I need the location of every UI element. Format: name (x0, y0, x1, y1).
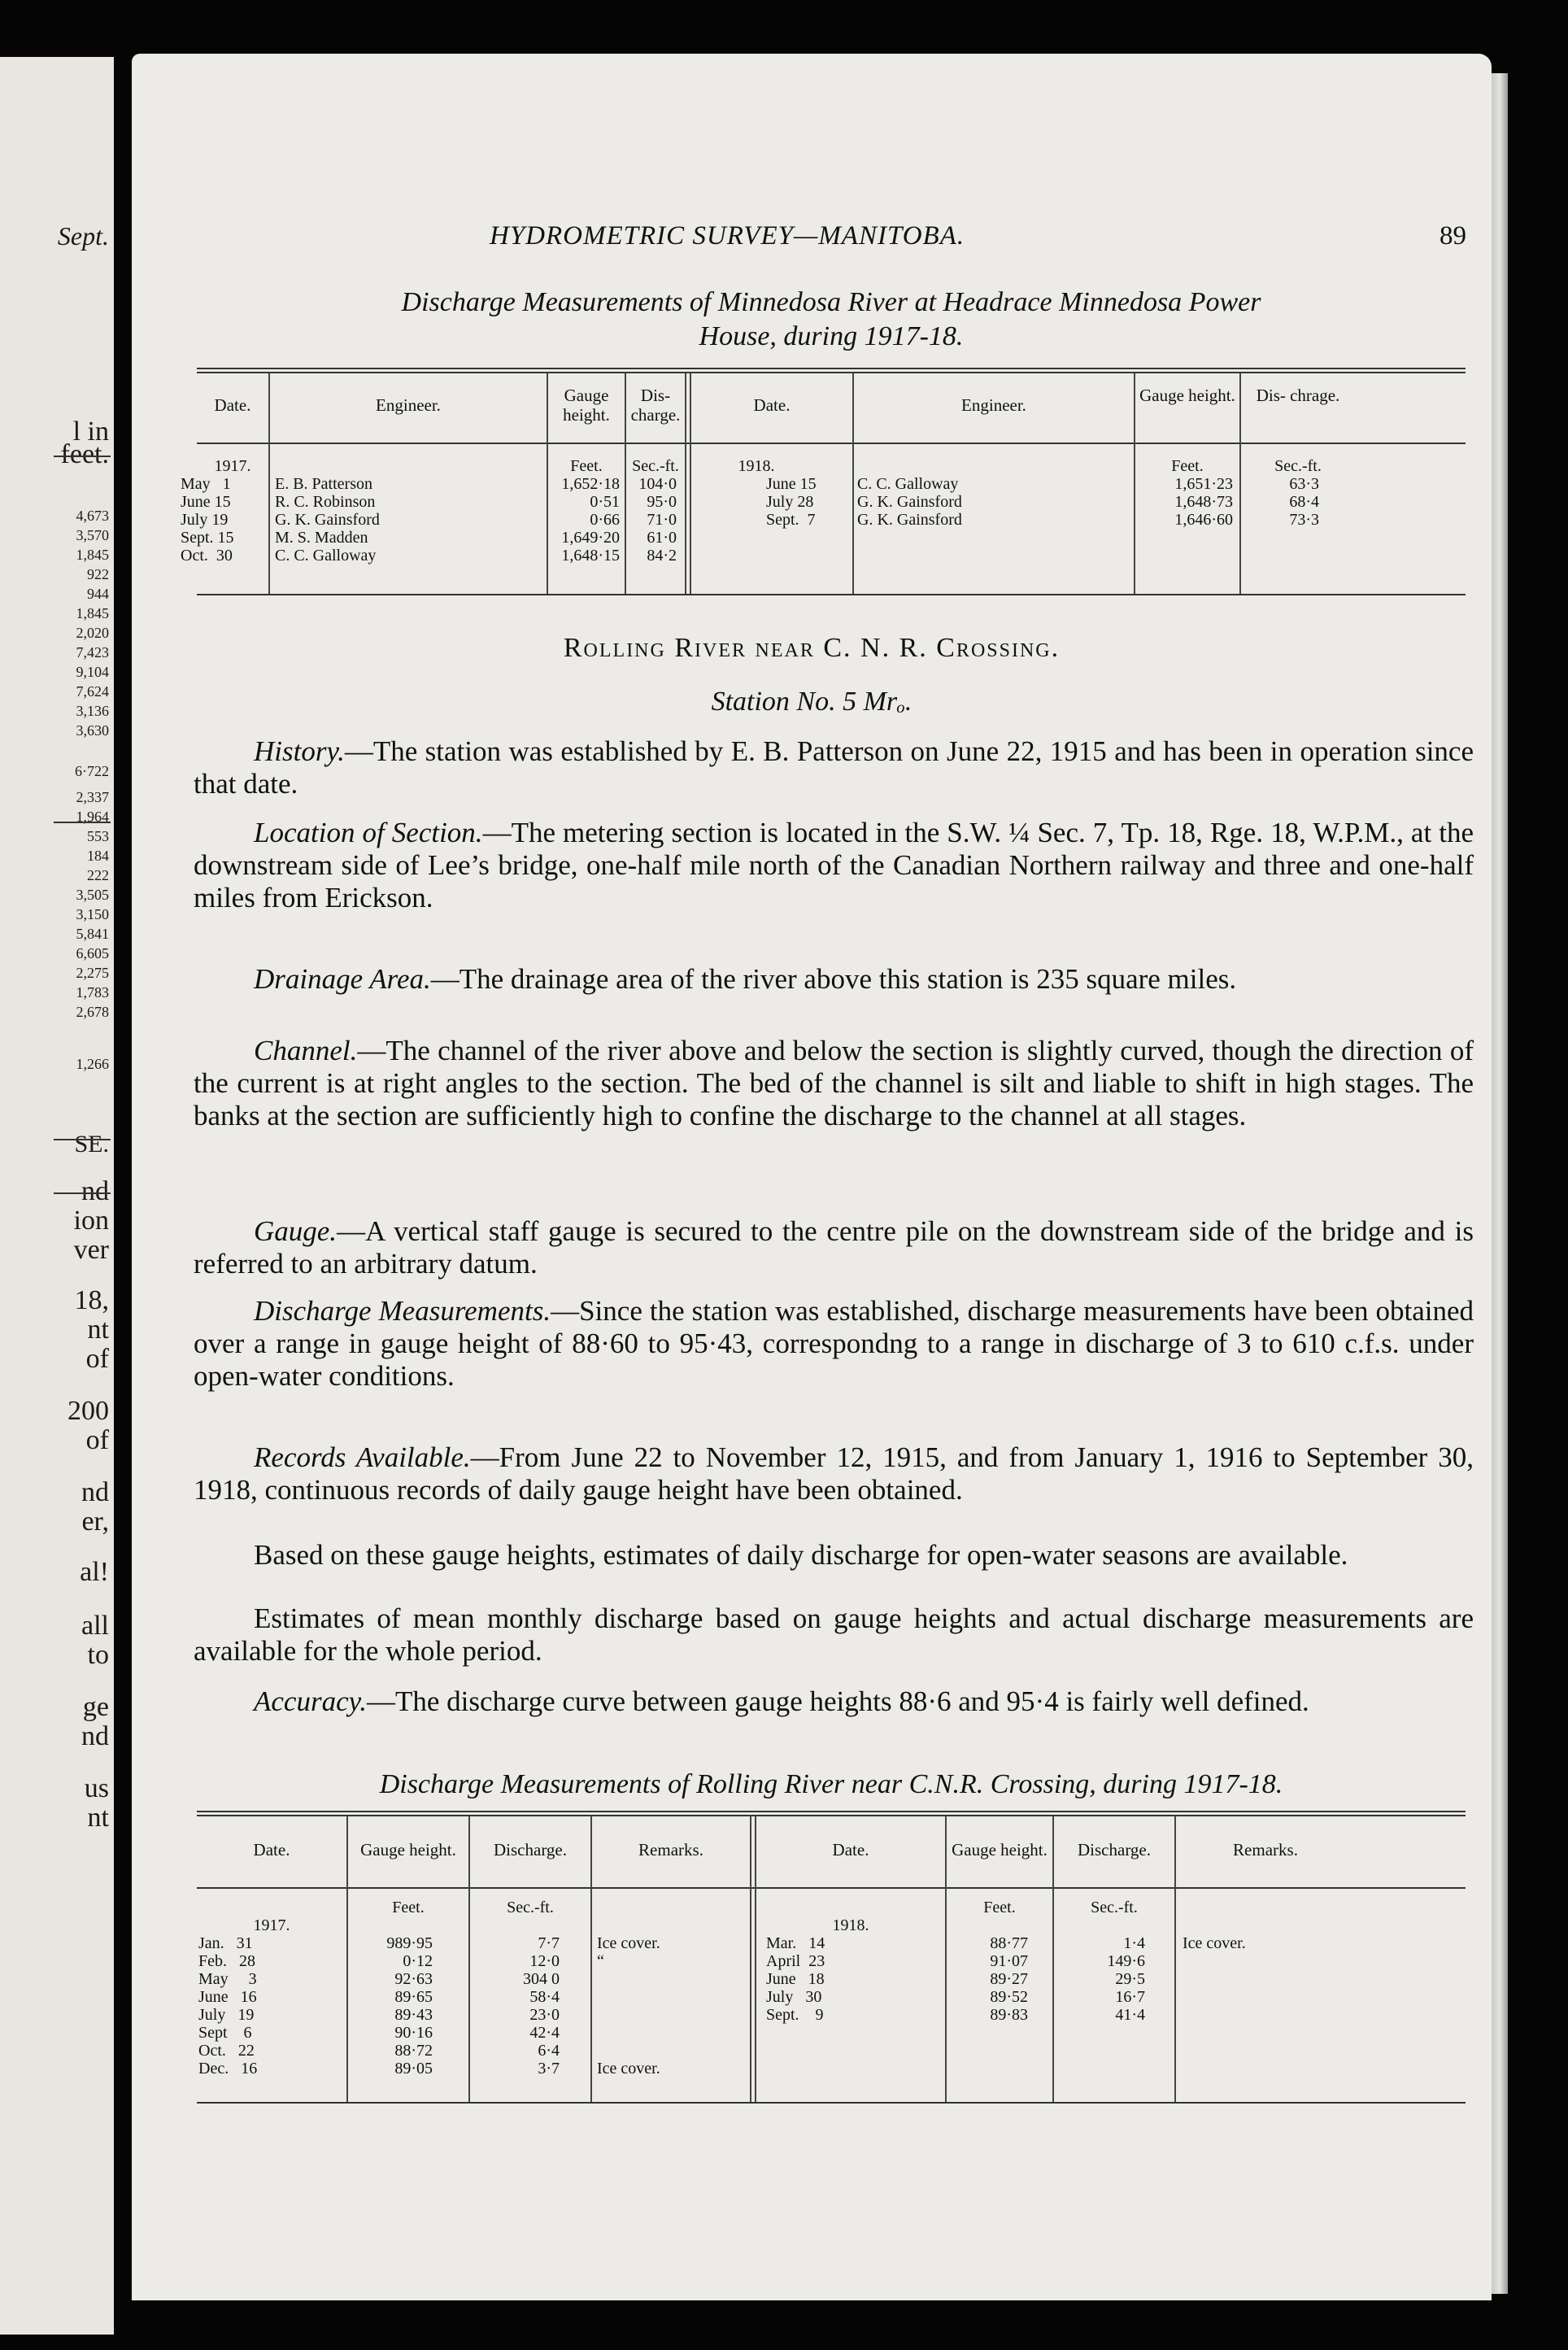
margin-fragment: Sept. (57, 221, 109, 251)
margin-fragment: 3,630 (76, 722, 109, 739)
margin-fragment: of (85, 1425, 109, 1455)
t2-left-remarks: Ice cover. “ Ice cover. (597, 1934, 660, 2078)
t1-header-discharge: Dis- charge. (630, 386, 681, 425)
t2-right-dates: Mar. 14 April 23 June 18 July 30 Sept. 9 (766, 1934, 825, 2024)
margin-fragment: 1,266 (76, 1056, 109, 1072)
margin-fragment: er, (81, 1506, 109, 1537)
t2-header-gauge2: Gauge height. (952, 1840, 1048, 1860)
section-title: Rolling River near C. N. R. Crossing. (563, 633, 1061, 663)
margin-fragment: nt (87, 1315, 109, 1345)
margin-fragment: of (85, 1344, 109, 1374)
t2-unit-discharge2: Sec.-ft. (1091, 1899, 1138, 1916)
t2-header-discharge2: Discharge. (1078, 1840, 1151, 1860)
t2-header-remarks: Remarks. (638, 1840, 703, 1860)
margin-fragment: 3,150 (76, 906, 109, 922)
t2-left-discharge: 7·7 12·0 304 0 58·4 23·0 42·4 6·4 3·7 (523, 1934, 560, 2078)
margin-fragment: 3,136 (76, 703, 109, 719)
margin-fragment: 200 (68, 1396, 109, 1426)
para-records: Records Available.—From June 22 to November 12, 1915, and from January 1, 1916 to September 30, 1918, continuous records of daily gauge height have been obtained. (194, 1441, 1474, 1506)
margin-fragment: SE. (74, 1131, 109, 1158)
t1-left-year: 1917. (214, 457, 251, 475)
t2-header-gauge: Gauge height. (360, 1840, 456, 1860)
t2-header-date: Date. (253, 1840, 290, 1860)
margin-fragment: 2,275 (76, 965, 109, 981)
t2-left-year: 1917. (253, 1916, 290, 1934)
margin-fragment: feet. (60, 439, 109, 469)
margin-fragment: 4,673 (76, 508, 109, 524)
margin-fragment: nd (81, 1721, 109, 1751)
margin-fragment: ion (73, 1206, 109, 1236)
margin-fragment: 1,783 (76, 984, 109, 1001)
t2-right-discharge: 1·4 149·6 29·5 16·7 41·4 (1107, 1934, 1145, 2024)
t2-right-gauge: 88·77 91·07 89·27 89·52 89·83 (990, 1934, 1028, 2024)
table2-title: Discharge Measurements of Rolling River near C.N.R. Crossing, during 1917-18. (379, 1769, 1283, 1799)
t2-unit-gauge2: Feet. (983, 1899, 1016, 1916)
margin-fragment: 7,624 (76, 683, 109, 700)
para-gauge: Gauge.—A vertical staff gauge is secured to the centre pile on the downstream side of the bridge and is referred to an arbitrary datum. (194, 1215, 1474, 1280)
para-location: Location of Section.—The metering section is located in the S.W. ¼ Sec. 7, Tp. 18, Rge. 18, W.P.M., at the downstream side of Lee’s bridge, one-half mile north of the Canadian Northern railway and three and one-half miles from Erickson. (194, 817, 1474, 913)
margin-fragment: nt (87, 1803, 109, 1833)
margin-fragment: 2,020 (76, 625, 109, 641)
t1-header-engineer2: Engineer. (961, 395, 1026, 415)
t1-header-date: Date. (214, 395, 251, 415)
t1-left-dates: May 1 June 15 July 19 Sept. 15 Oct. 30 (181, 475, 234, 565)
margin-fragment: al! (80, 1557, 109, 1587)
margin-fragment: 553 (87, 828, 109, 844)
margin-rule (54, 1192, 111, 1194)
para-discharge-measurements: Discharge Measurements.—Since the station was established, discharge measurements have been obtained over a range in gauge height of 88·60 to 95·43, correspondng to a range in discharge of 3 to 610 c.f.s. under open-water conditions. (194, 1295, 1474, 1392)
t1-header-discharge2: Dis- chrage. (1256, 386, 1340, 405)
margin-fragment: 2,678 (76, 1004, 109, 1020)
margin-fragment: 1,845 (76, 605, 109, 621)
t2-left-gauge: 989·95 0·12 92·63 89·65 89·43 90·16 88·72 89·05 (386, 1934, 433, 2078)
t2-header-discharge: Discharge. (494, 1840, 567, 1860)
margin-fragment: 3,505 (76, 887, 109, 903)
t1-right-year: 1918. (738, 457, 775, 475)
t1-right-dates: June 15 July 28 Sept. 7 (766, 475, 817, 529)
page-number: 89 (1440, 221, 1466, 251)
margin-fragment: ver (73, 1235, 109, 1265)
page-edge (1492, 73, 1508, 2294)
t1-header-gauge2: Gauge height. (1139, 386, 1235, 405)
t2-unit-discharge: Sec.-ft. (507, 1899, 554, 1916)
t1-unit-discharge2: Sec.-ft. (1274, 457, 1322, 475)
t2-left-dates: Jan. 31 Feb. 28 May 3 June 16 July 19 Sept 6 Oct. 22 Dec. 16 (198, 1934, 258, 2078)
para-drainage: Drainage Area.—The drainage area of the river above this station is 235 square miles. (254, 963, 1237, 995)
t1-left-engineers: E. B. Patterson R. C. Robinson G. K. Gainsford M. S. Madden C. C. Galloway (275, 475, 380, 565)
t1-right-discharge: 63·3 68·4 73·3 (1289, 475, 1319, 529)
margin-fragment: 1,845 (76, 547, 109, 563)
para-history: History.—The station was established by E. B. Patterson on June 22, 1915 and has been in operation since that date. (194, 735, 1474, 800)
margin-fragment: 6,605 (76, 945, 109, 961)
t1-unit-discharge: Sec.-ft. (632, 457, 679, 475)
para-accuracy: Accuracy.—The discharge curve between gauge heights 88·6 and 95·4 is fairly well defined. (254, 1685, 1309, 1717)
margin-fragment: us (84, 1773, 109, 1803)
t1-header-engineer: Engineer. (376, 395, 441, 415)
t2-header-remarks2: Remarks. (1233, 1840, 1298, 1860)
margin-fragment: 184 (87, 848, 109, 864)
t1-header-date2: Date. (753, 395, 791, 415)
margin-fragment: nd (81, 1477, 109, 1507)
margin-fragment: 944 (87, 586, 109, 602)
t1-left-gauge: 1,652·18 0·51 0·66 1,649·20 1,648·15 (561, 475, 620, 565)
running-header: HYDROMETRIC SURVEY—MANITOBA. (490, 221, 965, 251)
t1-header-gauge: Gauge height. (563, 386, 610, 425)
t1-unit-gauge: Feet. (570, 457, 603, 475)
margin-rule (54, 456, 111, 457)
para-estimates-monthly: Estimates of mean monthly discharge based on gauge heights and actual discharge measurements are available for the whole period. (194, 1602, 1474, 1667)
station-number: Station No. 5 Mrₒ. (711, 687, 912, 717)
para-channel: Channel.—The channel of the river above and below the section is slightly curved, though the direction of the current is at right angles to the section. The bed of the channel is silt and liable to shift in high stages. The banks at the section are sufficiently high to confine the discharge to the channel at all stages. (194, 1035, 1474, 1131)
t2-header-date2: Date. (832, 1840, 869, 1860)
margin-fragment: 922 (87, 566, 109, 582)
book-page (132, 54, 1492, 2300)
t2-unit-gauge: Feet. (392, 1899, 425, 1916)
margin-fragment: ge (82, 1692, 109, 1722)
para-estimates-daily: Based on these gauge heights, estimates of daily discharge for open-water seasons are available. (254, 1539, 1348, 1571)
previous-page-margin (0, 57, 114, 2335)
table1-title-line1: Discharge Measurements of Minnedosa River at Headrace Minnedosa Power (401, 287, 1261, 317)
margin-fragment: nd (81, 1176, 109, 1206)
margin-fragment: 6·722 (75, 763, 109, 779)
margin-fragment: 2,337 (76, 789, 109, 805)
margin-fragment: to (87, 1640, 109, 1670)
margin-fragment: 18, (74, 1285, 109, 1315)
t1-left-discharge: 104·0 95·0 71·0 61·0 84·2 (638, 475, 677, 565)
margin-fragment: 222 (87, 867, 109, 883)
t1-right-engineers: C. C. Galloway G. K. Gainsford G. K. Gainsford (857, 475, 962, 529)
margin-rule (54, 822, 111, 823)
t1-right-gauge: 1,651·23 1,648·73 1,646·60 (1174, 475, 1233, 529)
margin-fragment: 7,423 (76, 644, 109, 661)
margin-fragment: 3,570 (76, 527, 109, 543)
t2-right-remarks: Ice cover. (1183, 1934, 1246, 1952)
margin-fragment: 9,104 (76, 664, 109, 680)
margin-fragment: l in (72, 416, 109, 447)
t2-right-year: 1918. (832, 1916, 869, 1934)
margin-fragment: 5,841 (76, 926, 109, 942)
t1-unit-gauge2: Feet. (1171, 457, 1204, 475)
table1-title-line2: House, during 1917-18. (699, 321, 964, 351)
margin-rule (54, 1139, 111, 1140)
margin-fragment: 1,964 (76, 809, 109, 825)
margin-fragment: all (81, 1611, 109, 1641)
